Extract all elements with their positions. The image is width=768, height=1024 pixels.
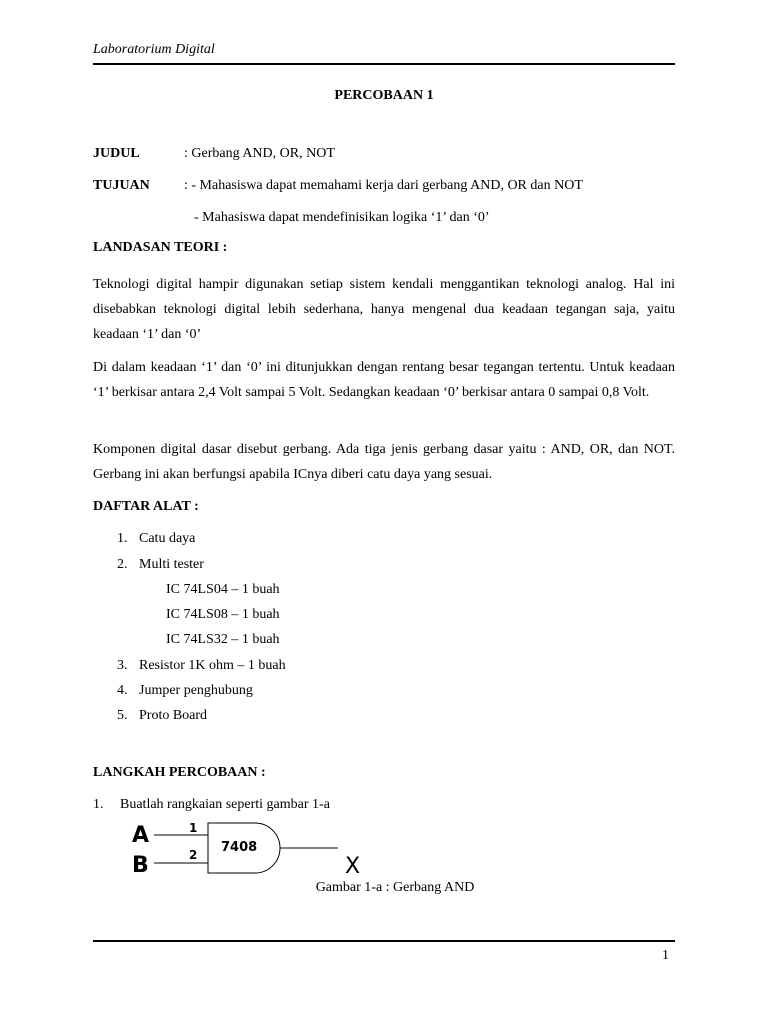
input-a-label: A bbox=[132, 823, 150, 848]
page-number: 1 bbox=[662, 948, 669, 963]
list-number: 4. bbox=[117, 683, 128, 698]
tujuan-line-2: - Mahasiswa dapat mendefinisikan logika ‘1’ dan ‘0’ bbox=[194, 210, 490, 225]
list-number: 1. bbox=[117, 531, 128, 546]
tujuan-line-1: : - Mahasiswa dapat memahami kerja dari gerbang AND, OR dan NOT bbox=[184, 178, 583, 193]
alat-heading: DAFTAR ALAT : bbox=[93, 499, 199, 514]
judul-label: JUDUL bbox=[93, 146, 140, 161]
list-item: Catu daya bbox=[139, 531, 196, 546]
landasan-paragraph-2: Di dalam keadaan ‘1’ dan ‘0’ ini ditunjukkan dengan rentang besar tegangan tertentu. Untuk keadaan ‘1’ berkisar antara 2,4 Volt sampai 5 Volt. Sedangkan keadaan ‘0’ berkisar antara 0 sampai 0,8 Volt. bbox=[93, 360, 675, 400]
landasan-paragraph-3: Komponen digital dasar disebut gerbang. Ada tiga jenis gerbang dasar yaitu : AND, OR, dan NOT. Gerbang ini akan berfungsi apabila ICnya diberi catu daya yang sesuai. bbox=[93, 442, 675, 482]
landasan-paragraph-1: Teknologi digital hampir digunakan setiap sistem kendali menggantikan teknologi analog. Hal ini disebabkan teknologi digital lebih sederhana, hanya mengenal dua keadaan tegangan saja, yaitu keadaan ‘1’ dan ‘0’ bbox=[93, 277, 675, 342]
pin-1-label: 1 bbox=[189, 821, 198, 835]
list-number: 3. bbox=[117, 658, 128, 673]
chip-label: 7408 bbox=[221, 840, 258, 855]
list-subitem: IC 74LS08 – 1 buah bbox=[166, 607, 280, 622]
tujuan-label: TUJUAN bbox=[93, 178, 150, 193]
list-subitem: IC 74LS04 – 1 buah bbox=[166, 582, 280, 597]
page-title: PERCOBAAN 1 bbox=[334, 88, 434, 103]
langkah-heading: LANGKAH PERCOBAAN : bbox=[93, 765, 266, 780]
header-divider bbox=[93, 63, 675, 65]
input-b-label: B bbox=[132, 853, 149, 878]
list-item: Multi tester bbox=[139, 557, 204, 572]
and-gate-diagram bbox=[120, 815, 380, 880]
footer-divider bbox=[93, 940, 675, 942]
list-number: 5. bbox=[117, 708, 128, 723]
list-item: Jumper penghubung bbox=[139, 683, 253, 698]
list-item: Resistor 1K ohm – 1 buah bbox=[139, 658, 286, 673]
list-subitem: IC 74LS32 – 1 buah bbox=[166, 632, 280, 647]
judul-value: : Gerbang AND, OR, NOT bbox=[184, 146, 335, 161]
running-header: Laboratorium Digital bbox=[93, 42, 215, 57]
step-number: 1. bbox=[93, 797, 104, 812]
list-item: Proto Board bbox=[139, 708, 208, 723]
figure-caption: Gambar 1-a : Gerbang AND bbox=[315, 880, 475, 895]
pin-2-label: 2 bbox=[189, 848, 198, 862]
list-number: 2. bbox=[117, 557, 128, 572]
output-x-label: X bbox=[345, 854, 361, 879]
landasan-heading: LANDASAN TEORI : bbox=[93, 240, 228, 255]
step-text: Buatlah rangkaian seperti gambar 1-a bbox=[120, 797, 330, 812]
